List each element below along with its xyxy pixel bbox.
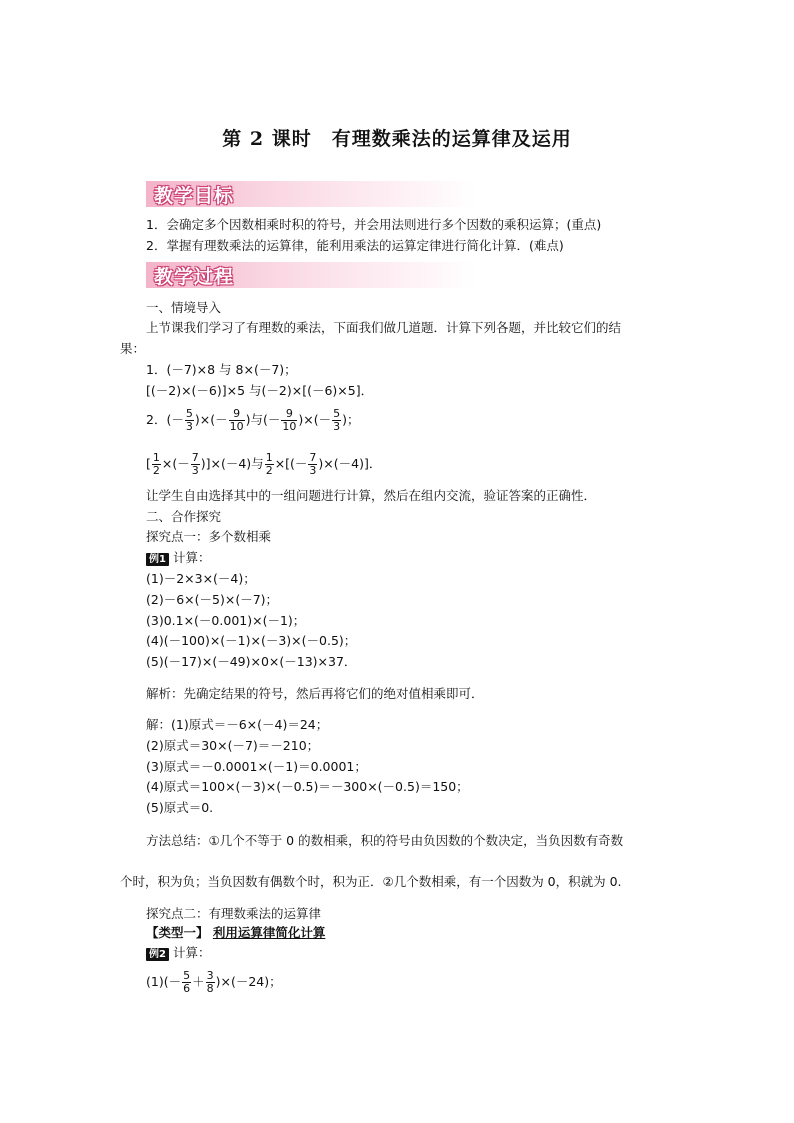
q2a-text: )； xyxy=(342,412,360,427)
numerator: 5 xyxy=(185,407,193,420)
explore-point-1: 探究点一：多个数相乘 xyxy=(146,529,272,544)
solution-line: (4)原式＝100×(－3)×(－0.5)＝－300×(－0.5)＝150； xyxy=(146,779,469,794)
numerator: 5 xyxy=(183,969,191,982)
question-2a xyxy=(146,408,359,433)
example-2-header xyxy=(146,945,210,961)
numerator: 5 xyxy=(333,407,341,420)
example-badge: 例1 xyxy=(146,553,169,566)
denominator: 6 xyxy=(183,982,191,995)
q2b-text: ×(－ xyxy=(161,456,190,471)
numerator: 1 xyxy=(265,451,273,464)
question-1a: 1．(－7)×8 与 8×(－7)； xyxy=(146,362,297,377)
ex2-text: (1)(－ xyxy=(146,974,182,989)
example-1-item: (5)(－17)×(－49)×0×(－13)×37． xyxy=(146,654,357,669)
denominator: 3 xyxy=(191,464,199,477)
numerator: 3 xyxy=(206,969,214,982)
explore-heading: 二、合作探究 xyxy=(146,509,222,524)
solution-line: (5)原式＝0. xyxy=(146,800,214,815)
fraction xyxy=(229,408,245,433)
denominator: 3 xyxy=(309,464,317,477)
fraction xyxy=(191,452,200,477)
q2a-text: )与(－ xyxy=(245,412,281,427)
numerator: 7 xyxy=(191,451,199,464)
section-title-process: 教学过程 xyxy=(154,266,235,288)
explore-point-2: 探究点二：有理数乘法的运算律 xyxy=(146,906,322,921)
solution-line: (2)原式＝30×(－7)＝－210； xyxy=(146,738,320,753)
method-summary-cont: 个时，积为负；当负因数有偶数个时，积为正．②几个数相乘，有一个因数为 0，积就为 0. xyxy=(120,874,622,889)
example-2-item xyxy=(146,970,282,995)
example-label: 计算： xyxy=(172,550,211,565)
example-badge: 例2 xyxy=(146,948,169,961)
section-banner-process xyxy=(146,262,476,288)
example-1-item: (4)(－100)×(－1)×(－3)×(－0.5)； xyxy=(146,633,357,648)
denominator: 10 xyxy=(229,420,244,433)
intro-paragraph-cont: 果： xyxy=(120,341,146,356)
solution-line: (3)原式＝－0.0001×(－1)＝0.0001； xyxy=(146,759,367,774)
q2b-text: ×[(－ xyxy=(274,456,308,471)
question-1b: [(－2)×(－6)]×5 与(－2)×[(－6)×5]． xyxy=(146,383,374,398)
fraction xyxy=(308,452,317,477)
fraction xyxy=(182,970,191,995)
fraction xyxy=(332,408,341,433)
numerator: 1 xyxy=(152,451,160,464)
section-banner-goals xyxy=(146,181,476,207)
numerator: 9 xyxy=(281,408,297,421)
denominator: 3 xyxy=(185,420,193,433)
page-title: 第 2 课时 有理数乘法的运算律及运用 xyxy=(222,128,572,150)
method-summary: 方法总结：①几个不等于 0 的数相乘，积的符号由负因数的个数决定，当负因数有奇数 xyxy=(146,833,624,848)
example-1-item: (3)0.1×(－0.001)×(－1)； xyxy=(146,613,306,628)
goal-item: 2．掌握有理数乘法的运算律，能利用乘法的运算定律进行简化计算．(难点) xyxy=(146,238,564,253)
type-bracket: 【类型一】 xyxy=(146,925,209,940)
denominator: 8 xyxy=(206,982,214,995)
q2a-text: 2．(－ xyxy=(146,412,184,427)
denominator: 10 xyxy=(282,420,297,433)
q2a-text: )×(－ xyxy=(298,412,332,427)
q2a-text: )×(－ xyxy=(194,412,228,427)
fraction xyxy=(281,408,297,433)
fraction xyxy=(206,970,215,995)
intro-heading: 一、情境导入 xyxy=(146,300,222,315)
solution-line: 解：(1)原式＝－6×(－4)＝24； xyxy=(146,717,329,732)
example-1-item: (1)－2×3×(－4)； xyxy=(146,571,256,586)
example-1-item: (2)－6×(－5)×(－7)； xyxy=(146,592,279,607)
intro-paragraph: 上节课我们学习了有理数的乘法，下面我们做几道题．计算下列各题，并比较它们的结 xyxy=(146,320,622,335)
analysis-text: 解析：先确定结果的符号，然后再将它们的绝对值相乘即可． xyxy=(146,686,484,701)
section-title-goals: 教学目标 xyxy=(154,185,235,207)
example-1-header xyxy=(146,550,210,566)
q2b-text: )×(－4)]． xyxy=(318,456,382,471)
numerator: 9 xyxy=(229,408,245,421)
ex2-text: )×(－24)； xyxy=(215,974,282,989)
fraction xyxy=(265,452,274,477)
q2b-text: [ xyxy=(146,456,151,471)
type-title: 利用运算律简化计算 xyxy=(212,925,326,940)
q2b-text: )]×(－4)与 xyxy=(200,456,264,471)
intro-paragraph-2: 让学生自由选择其中的一组问题进行计算，然后在组内交流，验证答案的正确性． xyxy=(146,488,597,503)
type-heading xyxy=(146,925,325,941)
example-label: 计算： xyxy=(172,945,211,960)
goal-item: 1．会确定多个因数相乘时积的符号，并会用法则进行多个因数的乘积运算；(重点) xyxy=(146,217,602,232)
denominator: 3 xyxy=(333,420,341,433)
denominator: 2 xyxy=(152,464,160,477)
question-2b xyxy=(146,452,381,477)
fraction xyxy=(152,452,161,477)
fraction xyxy=(185,408,194,433)
numerator: 7 xyxy=(309,451,317,464)
denominator: 2 xyxy=(265,464,273,477)
ex2-text: ＋ xyxy=(192,974,205,989)
